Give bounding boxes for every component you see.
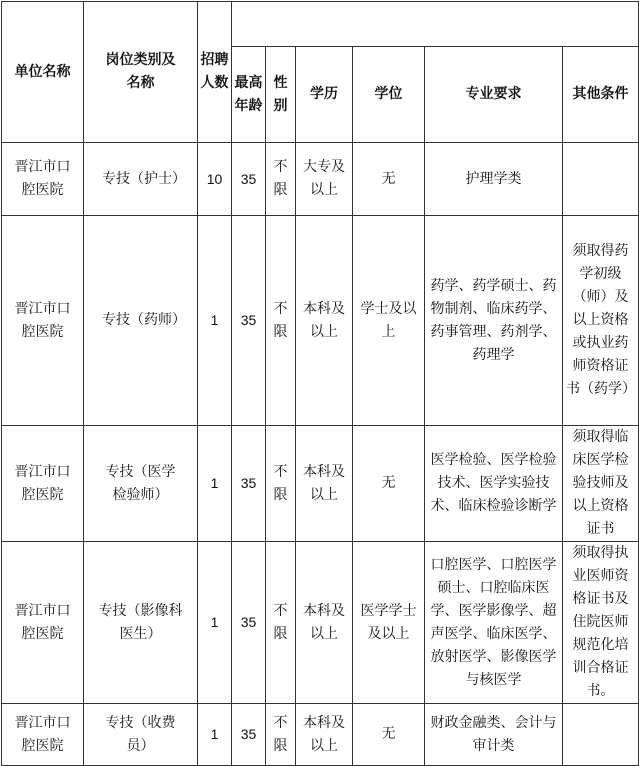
header-row-top: [2, 2, 639, 47]
recruitment-table: [1, 1, 639, 766]
cell-unit: 晋江市口腔医院: [2, 426, 84, 542]
cell-major: 药学、药学硕士、药物制剂、临床药学、药事管理、药剂学、药理学: [425, 216, 563, 426]
cell-age: 35: [232, 143, 266, 216]
cell-other: [563, 704, 639, 766]
cell-count: 1: [198, 216, 232, 426]
cell-category: 专技（医学检验师）: [84, 426, 198, 542]
header-degree: 学位: [353, 47, 425, 143]
table-row: [2, 216, 639, 426]
cell-gender: 不限: [266, 426, 296, 542]
cell-degree: 医学学士及以上: [353, 542, 425, 704]
cell-education: 本科及以上: [296, 216, 353, 426]
table-row: [2, 143, 639, 216]
cell-gender: 不限: [266, 216, 296, 426]
header-count: 招聘人数: [198, 2, 232, 143]
cell-major: 口腔医学、口腔医学硕士、口腔临床医学、医学影像学、超声医学、临床医学、放射医学、影像医学与核医学: [425, 542, 563, 704]
cell-major: 医学检验、医学检验技术、医学实验技术、临床检验诊断学: [425, 426, 563, 542]
header-category: 岗位类别及名称: [84, 2, 198, 143]
cell-education: 本科及以上: [296, 542, 353, 704]
cell-unit: 晋江市口腔医院: [2, 216, 84, 426]
cell-other: 须取得临床医学检验技师及以上资格证书: [563, 426, 639, 542]
cell-gender: 不限: [266, 542, 296, 704]
cell-other: 须取得执业医师资格证书及住院医师规范化培训合格证书。: [563, 542, 639, 704]
cell-age: 35: [232, 542, 266, 704]
cell-count: 10: [198, 143, 232, 216]
cell-gender: 不限: [266, 143, 296, 216]
cell-major: 财政金融类、会计与审计类: [425, 704, 563, 766]
header-other: 其他条件: [563, 47, 639, 143]
header-education: 学历: [296, 47, 353, 143]
cell-category: 专技（影像科医生）: [84, 542, 198, 704]
cell-age: 35: [232, 216, 266, 426]
cell-unit: 晋江市口腔医院: [2, 704, 84, 766]
cell-degree: 无: [353, 426, 425, 542]
header-conditions-blank: [232, 2, 639, 47]
table-row: [2, 542, 639, 704]
cell-degree: 无: [353, 704, 425, 766]
cell-age: 35: [232, 426, 266, 542]
cell-degree: 学士及以上: [353, 216, 425, 426]
table-row: [2, 704, 639, 766]
cell-count: 1: [198, 704, 232, 766]
cell-count: 1: [198, 426, 232, 542]
cell-degree: 无: [353, 143, 425, 216]
cell-unit: 晋江市口腔医院: [2, 143, 84, 216]
cell-gender: 不限: [266, 704, 296, 766]
header-age: 最高年龄: [232, 47, 266, 143]
header-major: 专业要求: [425, 47, 563, 143]
cell-unit: 晋江市口腔医院: [2, 542, 84, 704]
cell-major: 护理学类: [425, 143, 563, 216]
cell-education: 本科及以上: [296, 704, 353, 766]
cell-age: 35: [232, 704, 266, 766]
cell-count: 1: [198, 542, 232, 704]
table-row: [2, 426, 639, 542]
cell-category: 专技（护士）: [84, 143, 198, 216]
header-unit: 单位名称: [2, 2, 84, 143]
cell-other: 须取得药学初级（师）及以上资格或执业药师资格证书（药学）: [563, 216, 639, 426]
cell-category: 专技（收费员）: [84, 704, 198, 766]
cell-other: [563, 143, 639, 216]
cell-category: 专技（药师）: [84, 216, 198, 426]
cell-education: 大专及以上: [296, 143, 353, 216]
cell-education: 本科及以上: [296, 426, 353, 542]
header-gender: 性别: [266, 47, 296, 143]
